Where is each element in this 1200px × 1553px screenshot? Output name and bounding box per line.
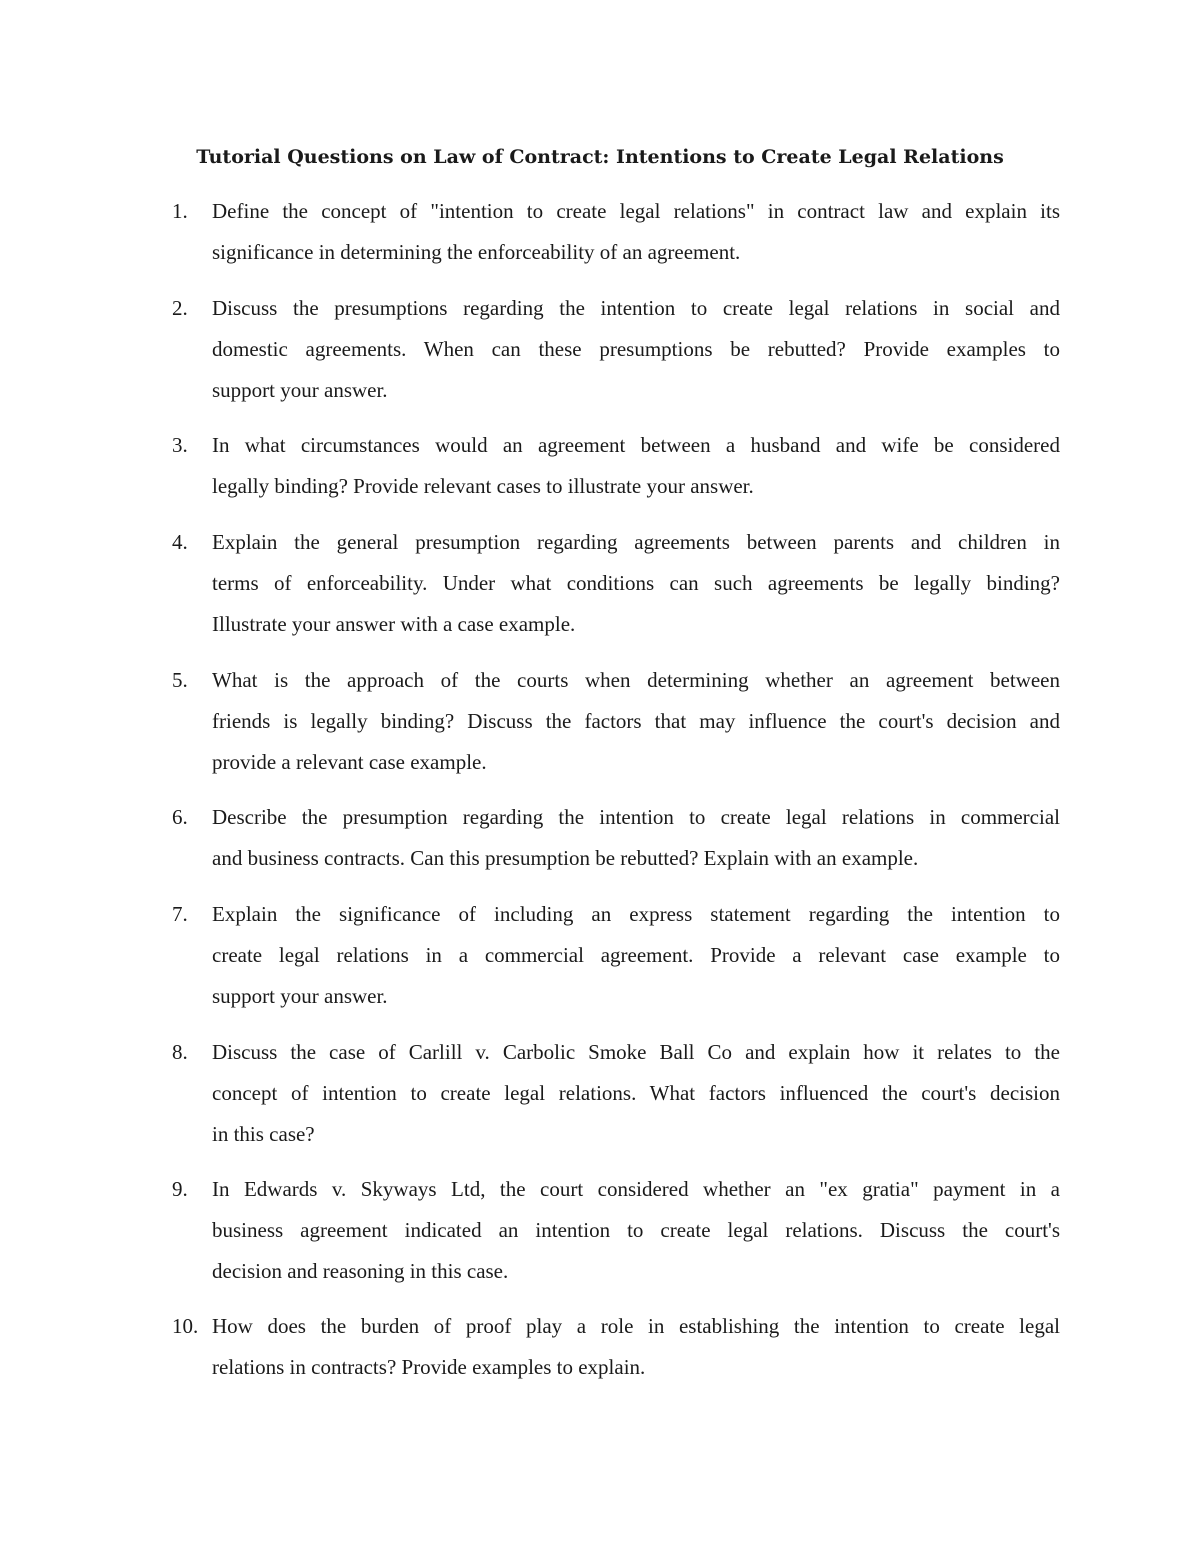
question-line: Explain the general presumption regarding agreements between parents and children in bbox=[212, 530, 1060, 554]
question-line: Illustrate your answer with a case example. bbox=[212, 612, 576, 636]
question-number: 6. bbox=[172, 805, 188, 829]
question-line: In Edwards v. Skyways Ltd, the court considered whether an "ex gratia" payment in a bbox=[212, 1177, 1060, 1201]
question-line: How does the burden of proof play a role in establishing the intention to create legal bbox=[212, 1314, 1060, 1338]
question-line: significance in determining the enforceability of an agreement. bbox=[212, 240, 741, 264]
question-number: 5. bbox=[172, 668, 188, 692]
question-line: domestic agreements. When can these presumptions be rebutted? Provide examples to bbox=[212, 337, 1060, 361]
question-line: Discuss the case of Carlill v. Carbolic Smoke Ball Co and explain how it relates to the bbox=[212, 1040, 1060, 1064]
question-text bbox=[212, 797, 1060, 879]
question-line: friends is legally binding? Discuss the factors that may influence the court's decision and bbox=[212, 709, 1060, 733]
question-number: 7. bbox=[172, 902, 188, 926]
question-text bbox=[212, 894, 1060, 1017]
question-line: Define the concept of "intention to create legal relations" in contract law and explain its bbox=[212, 199, 1060, 223]
question-line: relations in contracts? Provide examples to explain. bbox=[212, 1355, 646, 1379]
question-line: and business contracts. Can this presumption be rebutted? Explain with an example. bbox=[212, 846, 919, 870]
question-text bbox=[212, 191, 1060, 273]
question-line: legally binding? Provide relevant cases to illustrate your answer. bbox=[212, 474, 754, 498]
question-text bbox=[212, 1032, 1060, 1155]
question-number: 8. bbox=[172, 1040, 188, 1064]
question-line: terms of enforceability. Under what conditions can such agreements be legally binding? bbox=[212, 571, 1060, 595]
question-text bbox=[212, 660, 1060, 783]
question-text bbox=[212, 1306, 1060, 1388]
question-line: In what circumstances would an agreement between a husband and wife be considered bbox=[212, 433, 1060, 457]
question-line: concept of intention to create legal relations. What factors influenced the court's decision bbox=[212, 1081, 1060, 1105]
question-text bbox=[212, 288, 1060, 411]
question-line: decision and reasoning in this case. bbox=[212, 1259, 509, 1283]
question-number: 3. bbox=[172, 433, 188, 457]
question-line: support your answer. bbox=[212, 378, 388, 402]
question-text bbox=[212, 522, 1060, 645]
question-line: What is the approach of the courts when determining whether an agreement between bbox=[212, 668, 1060, 692]
question-line: in this case? bbox=[212, 1122, 315, 1146]
question-line: Describe the presumption regarding the intention to create legal relations in commercial bbox=[212, 805, 1060, 829]
question-line: create legal relations in a commercial agreement. Provide a relevant case example to bbox=[212, 943, 1060, 967]
question-number: 4. bbox=[172, 530, 188, 554]
question-text bbox=[212, 1169, 1060, 1292]
question-line: business agreement indicated an intention to create legal relations. Discuss the court's bbox=[212, 1218, 1060, 1242]
question-number: 1. bbox=[172, 199, 188, 223]
question-number: 2. bbox=[172, 296, 188, 320]
question-line: support your answer. bbox=[212, 984, 388, 1008]
question-line: Discuss the presumptions regarding the intention to create legal relations in social and bbox=[212, 296, 1060, 320]
question-line: Explain the significance of including an express statement regarding the intention to bbox=[212, 902, 1060, 926]
question-number: 9. bbox=[172, 1177, 188, 1201]
question-number: 10. bbox=[172, 1314, 199, 1338]
question-text bbox=[212, 425, 1060, 507]
question-line: provide a relevant case example. bbox=[212, 750, 487, 774]
document-title: Tutorial Questions on Law of Contract: Intentions to Create Legal Relations bbox=[196, 146, 1004, 168]
